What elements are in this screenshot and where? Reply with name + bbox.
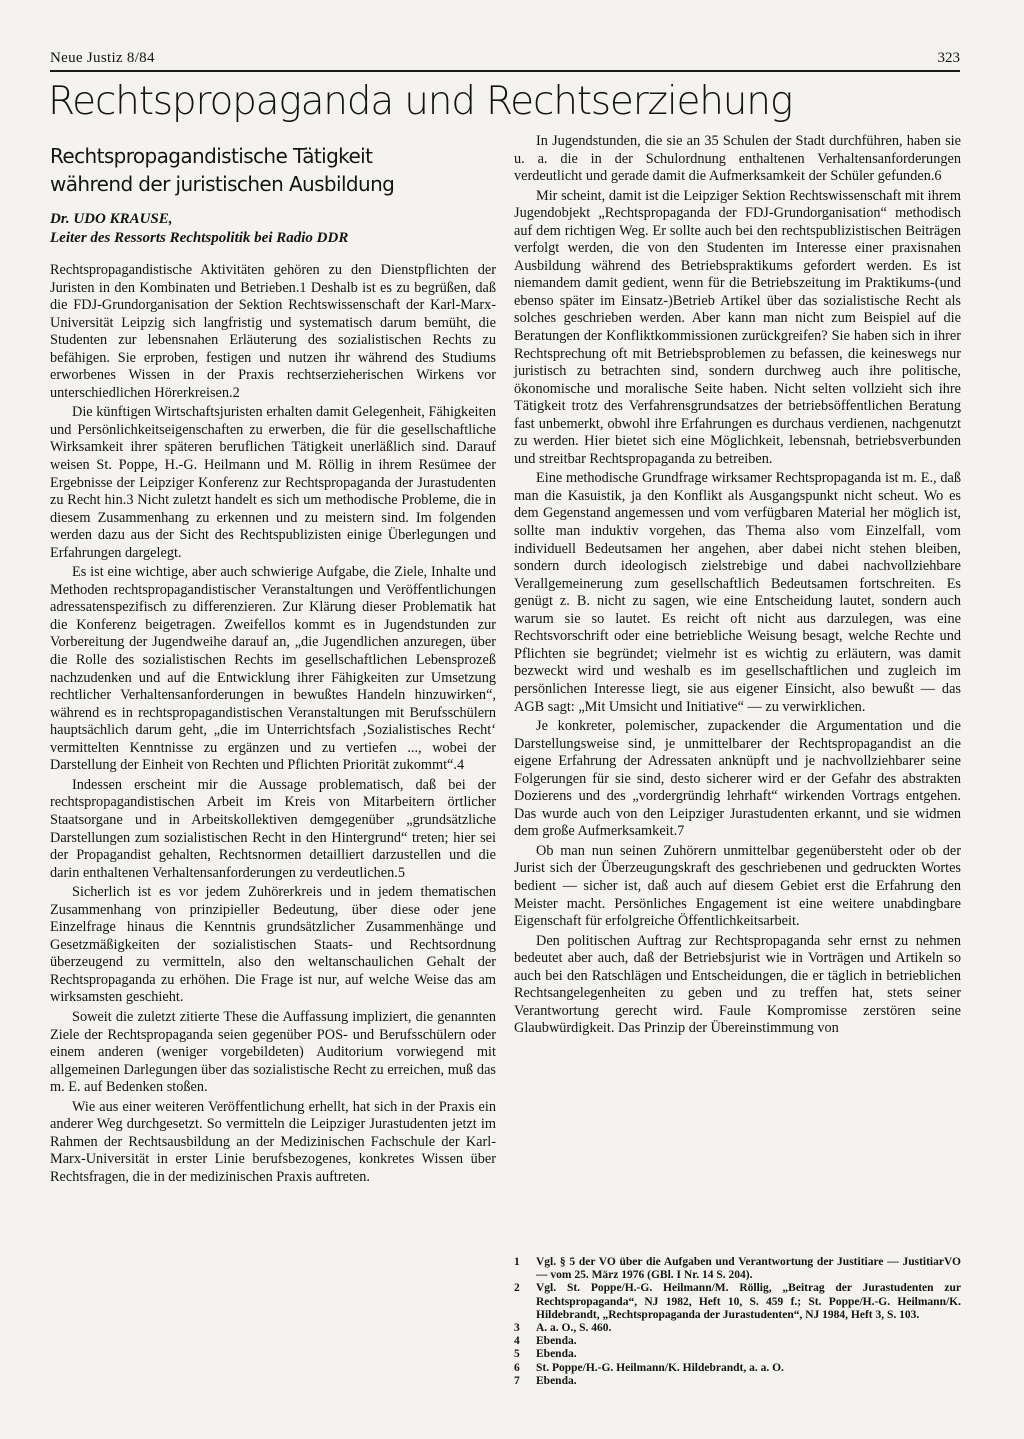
footnote-text: Ebenda.: [536, 1374, 577, 1387]
footnote-text: Vgl. St. Poppe/H.-G. Heilmann/M. Röllig, „Beitrag der Jurastudenten zur Rechtspropaganda“, NJ 1982, Heft 10, S. 459 f.; St. Poppe/H.-G. Heilmann/K. Hildebrandt, „Rechtspropaganda der Jurastudenten“, NJ 1984, Heft 3, S. 103.: [536, 1282, 961, 1321]
paragraph: Indessen erscheint mir die Aussage problematisch, daß bei der rechtspropagandistischen Arbeit im Kreis von Mitarbeitern örtlicher Staatsorgane und in Arbeitskollektiven demgegenüber „grundsätzliche Darstellungen zum sozialistischen Recht in den Hintergrund“ treten; hier sei der Propagandist gehalten, Rechtsnormen detailliert darzustellen und die darin enthaltenen Verhaltensanforderungen zu verdeutlichen.5: [50, 776, 496, 881]
paragraph: Den politischen Auftrag zur Rechtspropaganda sehr ernst zu nehmen bedeutet aber auch, daß der Betriebsjurist wie in Vorträgen und Artikeln so auch bei den Ratschlägen und Entscheidungen, die er täglich in betrieblichen Rechtsangelegenheiten zu geben und zu treffen hat, stets seiner Verantwortung gerecht wird. Faule Kompromisse zerstören seine Glaubwürdigkeit. Das Prinzip der Übereinstimmung von: [514, 932, 961, 1037]
paragraph: Je konkreter, polemischer, zupackender die Argumentation und die Darstellungsweise sind, je unmittelbarer der Rechtspropagandist an die eigene Erfahrung der Adressaten anknüpft und je nachvollziehbarer seine Folgerungen für sie sind, desto sicherer wird er der Gefahr des abstrakten Dozierens und des „vordergründig lehrhaft“ wirkenden Vortrags entgehen. Das wurde auch von den Leipziger Jurastudenten erkannt, und sie widmen dem große Aufmerksamkeit.7: [514, 718, 961, 840]
paragraph: Sicherlich ist es vor jedem Zuhörerkreis und in jedem thematischen Zusammenhang von prinzipieller Bedeutung, über diese oder jene Einzelfrage hinaus die Kenntnis grundsätzlicher Zusammenhänge und Gesetzmäßigkeiten der sozialistischen Staats- und Rechtsordnung überzeugend zu vermitteln, also den weltanschaulichen Gehalt der Rechtspropaganda zu erhöhen. Die Frage ist nur, auf welche Weise das am wirksamsten geschieht.: [50, 884, 496, 1006]
left-column: [50, 262, 496, 1186]
footnote-text: Ebenda.: [536, 1348, 577, 1361]
author-name: Dr. UDO KRAUSE,: [50, 211, 173, 227]
paragraph: Wie aus einer weiteren Veröffentlichung erhellt, hat sich in der Praxis ein anderer Weg durchgesetzt. So vermitteln die Leipziger Jurastudenten jetzt im Rahmen der Rechtsausbildung an der Medizinischen Fachschule der Karl-Marx-Universität in erster Linie berufsbezogenes, konkretes Wissen über Rechtsfragen, die in der medizinischen Praxis auftreten.: [50, 1098, 496, 1185]
footnote-text: St. Poppe/H.-G. Heilmann/K. Hildebrandt, a. a. O.: [536, 1361, 784, 1374]
footnote: [514, 1335, 961, 1348]
paragraph-continuation: In Jugendstunden, die sie an 35 Schulen der Stadt durchführen, haben sie u. a. die in der Schulordnung enthaltenen Verhaltensanforderungen verdeutlicht und gerade damit die Aufmerksamkeit der Schüler gefunden.6: [514, 133, 961, 185]
footnote: [514, 1375, 961, 1388]
footnote-number: 1: [514, 1256, 520, 1268]
footnote-number: 7: [514, 1374, 520, 1387]
footnote-text: A. a. O., S. 460.: [536, 1322, 612, 1335]
section-title: Rechtspropaganda und Rechtserziehung: [48, 79, 793, 124]
running-header: [50, 50, 960, 70]
footnote-text: Vgl. § 5 der VO über die Aufgaben und Verantwortung der Justitiare — JustitiarVO — vom 25. März 1976 (GBl. I Nr. 14 S. 204).: [536, 1256, 961, 1282]
footnote: [514, 1362, 961, 1375]
footnote: [514, 1322, 961, 1335]
article-title-line-2: während der juristischen Ausbildung: [50, 172, 395, 196]
paragraph: Es ist eine wichtige, aber auch schwierige Aufgabe, die Ziele, Inhalte und Methoden rechtspropagandistischer Veranstaltungen und Veröffentlichungen adressatenspezifisch zu differenzieren. Zur Klärung dieser Problematik hat die Konferenz beigetragen. Zweifellos kommt es in Jugendstunden zur Vorbereitung der Jugendweihe darauf an, „die Jugendlichen anzuregen, über die Rolle des sozialistischen Rechts im gesellschaftlichen Lebensprozeß nachzudenken und auf die Entwicklung ihrer Fähigkeiten zur Umsetzung rechtlicher Verhaltensanforderungen in bewußtes Handeln hinzuwirken“, während es in rechtspropagandistischen Veranstaltungen mit Berufsschülern hauptsächlich darum geht, „die im Unterrichtsfach ‚Sozialistisches Recht‘ vermittelten Kenntnisse zu ergänzen und zu vertiefen ..., wobei der Darstellung der Einheit von Rechten und Pflichten Priorität zukommt“.4: [50, 564, 496, 774]
article-title-line-1: Rechtspropagandistische Tätigkeit: [50, 144, 373, 168]
article-title: [50, 142, 496, 198]
byline: [50, 210, 496, 248]
paragraph: Die künftigen Wirtschaftsjuristen erhalten damit Gelegenheit, Fähigkeiten und Persönlichkeitseigenschaften zu erwerben, die für die gesellschaftliche Wirksamkeit ihrer späteren beruflichen Tätigkeit unerläßlich sind. Darauf weisen St. Poppe, H.-G. Heilmann und M. Röllig in ihrem Resümee der Ergebnisse der Leipziger Konferenz zur Rechtspropaganda der Jurastudenten zu Recht hin.3 Nicht zuletzt handelt es sich um methodische Probleme, die in diesem Zusammenhang zu erkennen und zu meistern sind. Im folgenden werden dazu aus der Sicht des Rechtspublizisten einige Überlegungen und Erfahrungen dargelegt.: [50, 404, 496, 561]
footnote: [514, 1256, 961, 1282]
page-number: 323: [937, 50, 960, 66]
header-rule: [50, 70, 960, 72]
paragraph: Eine methodische Grundfrage wirksamer Rechtspropaganda ist m. E., daß man die Kasuistik, ja den Konflikt als Ausgangspunkt nicht scheut. Wo es dem Gegenstand angemessen und vom verfügbaren Material her möglich ist, sollte man induktiv vorgehen, das Thema also vom Einzelfall, vom individuell Bedeutsamen her angehen, aber dabei nicht stehen bleiben, sondern durch ideologisch zielstrebige und dabei nachvollziehbare Verallgemeinerung zum gesellschaftlich Bedeutsamen fortschreiten. Es genügt z. B. nicht zu sagen, wie eine Entscheidung lautet, sondern auch warum sie so lautet. Es reicht oft nicht aus darzulegen, was eine Rechtsvorschrift oder eine betriebliche Weisung besagt, welche Rechte und Pflichten sie begründet; vielmehr ist es wichtig zu erläutern, was damit bezweckt wird und weshalb es im gesellschaftlichen und zugleich im persönlichen Interesse liegt, sie aus eigener Einsicht, also bewußt — das AGB sagt: „Mit Umsicht und Initiative“ — zu verwirklichen.: [514, 470, 961, 715]
footnote-number: 5: [514, 1348, 520, 1361]
paragraph: Mir scheint, damit ist die Leipziger Sektion Rechtswissenschaft mit ihrem Jugendobjekt „Rechtspropaganda der FDJ-Grundorganisation“ methodisch auf dem richtigen Weg. Er sollte auch bei den rechtspublizistischen Beiträgen verfolgt werden, die von den Studenten im Interesse einer praxisnahen Ausbildung während des Betriebspraktikums gefordert werden. Es ist niemandem damit gedient, wenn für die Betriebszeitung im Praktikums-(und ebenso später im Einsatz-)Betrieb Artikel über das sozialistische Recht als solches geschrieben werden. Aber kann man nicht zum Beispiel auf die Beratungen der Konfliktkommissionen zurückgreifen? Sie haben sich in ihrer Rechtsprechung oft mit Betriebsproblemen zu befassen, die keineswegs nur juristisch zu betrachten sind, sondern durchweg auch ihre politische, ökonomische und moralische Seite haben. Nicht selten vollzieht sich ihre Tätigkeit trotz des Verfahrensgrundsatzes der betriebsöffentlichen Beratung fast unbemerkt, obwohl ihre Erfahrungen es durchaus verdienen, nachgenutzt zu werden. Hier bietet sich eine Möglichkeit, lebensnah, betriebsverbunden und streitbar Rechtspropaganda zu betreiben.: [514, 187, 961, 467]
paragraph: Soweit die zuletzt zitierte These die Auffassung impliziert, die genannten Ziele der Rechtspropaganda seien gegenüber POS- und Berufsschülern oder einem anderen (weniger vorgebildeten) Auditorium vorwiegend mit allgemeinen Darlegungen über das sozialistische Recht zu erreichen, muß das m. E. auf Bedenken stoßen.: [50, 1008, 496, 1096]
footnote: [514, 1282, 961, 1322]
footnote-number: 6: [514, 1361, 520, 1374]
footnote-text: Ebenda.: [536, 1335, 577, 1348]
footnote-number: 2: [514, 1282, 520, 1295]
footnotes: [514, 1256, 961, 1388]
author-role: Leiter des Ressorts Rechtspolitik bei Radio DDR: [50, 230, 349, 246]
footnote: [514, 1348, 961, 1361]
journal-issue: Neue Justiz 8/84: [50, 50, 155, 66]
paragraph: Ob man nun seinen Zuhörern unmittelbar gegenübersteht oder ob der Jurist sich der Überzeugungskraft des geschriebenen und gedruckten Wortes bedient — sicher ist, daß auch auf diesem Gebiet erst die Erfahrung den Meister macht. Persönliches Engagement ist eine weitere unabdingbare Eigenschaft für erfolgreiche Öffentlichkeitsarbeit.: [514, 842, 961, 930]
footnote-number: 3: [514, 1322, 520, 1335]
paragraph: Rechtspropagandistische Aktivitäten gehören zu den Dienstpflichten der Juristen in den Kombinaten und Betrieben.1 Deshalb ist es zu begrüßen, daß die FDJ-Grundorganisation der Sektion Rechtswissenschaft der Karl-Marx-Universität Leipzig sich langfristig und systematisch darum bemüht, die Studenten zur lebensnahen Erläuterung des sozialistischen Rechts zu befähigen. Sie erproben, festigen und nutzen ihr während des Studiums erworbenes Wissen in der Praxis rechtserzieherischen Wirkens vor unterschiedlichen Hörerkreisen.2: [50, 262, 496, 401]
right-column: [514, 131, 961, 1038]
footnote-number: 4: [514, 1335, 520, 1348]
